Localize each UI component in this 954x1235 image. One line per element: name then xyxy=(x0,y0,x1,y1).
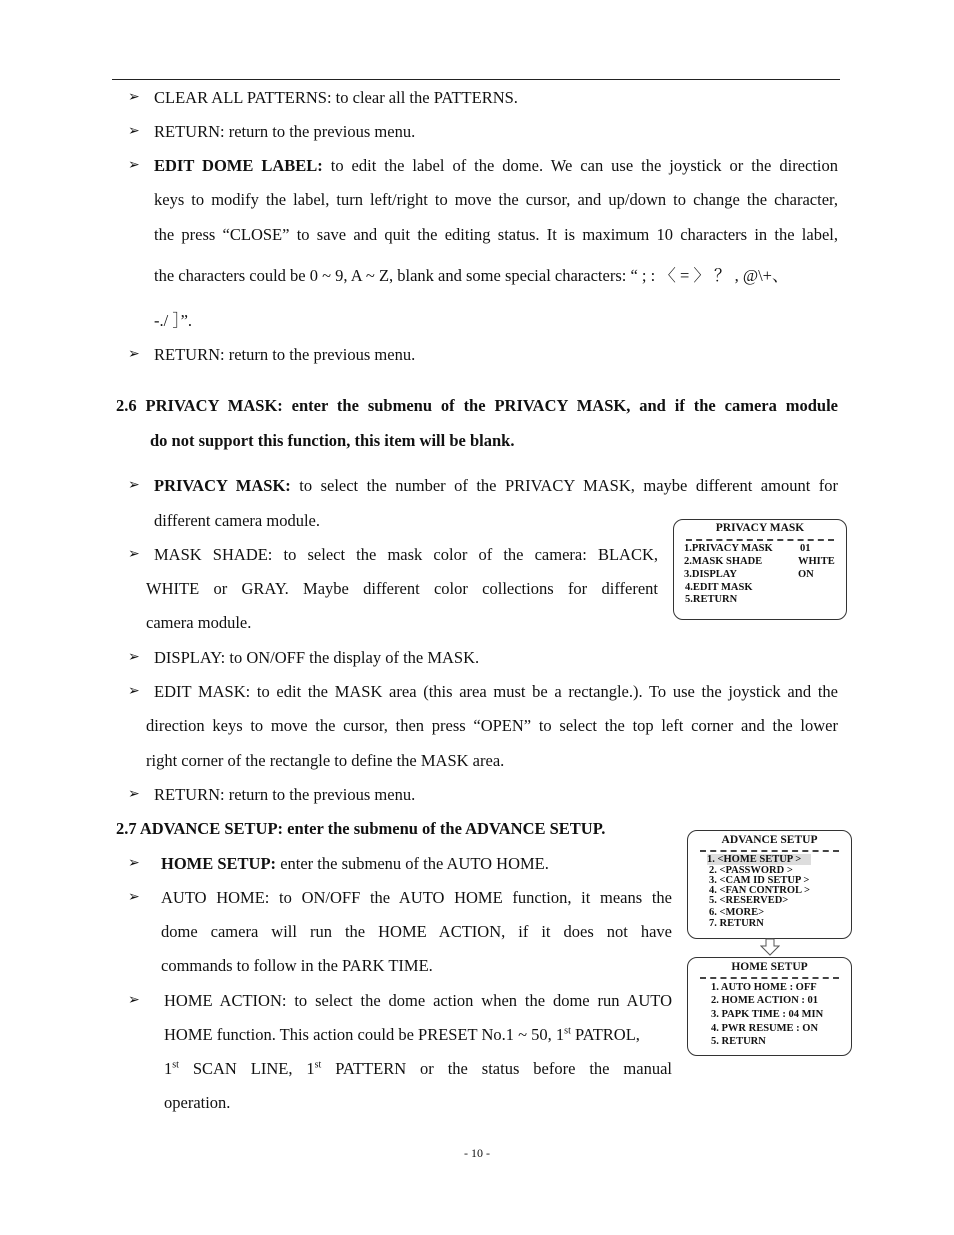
home-action-line-2 xyxy=(164,1025,640,1045)
mask-shade-line-1: MASK SHADE: to select the mask color of the camera: BLACK, xyxy=(154,545,658,564)
menu-item: 6. <MORE> xyxy=(709,907,765,918)
menu-value: WHITE xyxy=(798,556,835,567)
edit-dome-label-text: to edit the label of the dome. We can use the joystick or the direction xyxy=(322,156,838,175)
superscript: st xyxy=(314,1059,322,1071)
bullet-return: RETURN: return to the previous menu. xyxy=(154,122,416,141)
home-action-text: 1 xyxy=(164,1059,173,1078)
home-action-line-3 xyxy=(164,1059,672,1079)
bullet-arrow-icon: ➢ xyxy=(128,650,140,665)
menu-item: 7. RETURN xyxy=(709,918,764,929)
home-action-line-4: operation. xyxy=(164,1093,231,1112)
bullet-return: RETURN: return to the previous menu. xyxy=(154,345,416,364)
edit-dome-label-line-5: -./ ］”. xyxy=(154,311,193,330)
section-2-7-heading: 2.7 ADVANCE SETUP: enter the submenu of the ADVANCE SETUP. xyxy=(116,819,606,838)
edit-mask-line-1: EDIT MASK: to edit the MASK area (this area must be a rectangle.). To use the joystick and the xyxy=(154,682,838,701)
edit-mask-line-3: right corner of the rectangle to define the MASK area. xyxy=(146,751,505,770)
edit-dome-label-term: EDIT DOME LABEL: xyxy=(154,156,323,175)
edit-mask-line-2: direction keys to move the cursor, then press “OPEN” to select the top left corner and the lower xyxy=(146,716,838,735)
home-action-line-1: HOME ACTION: to select the dome action when the dome run AUTO xyxy=(164,991,672,1010)
privacy-mask-line-1 xyxy=(154,476,838,496)
home-action-text: SCAN LINE, 1 xyxy=(178,1059,315,1078)
header-rule xyxy=(112,79,840,80)
home-setup-term: HOME SETUP: xyxy=(161,854,277,873)
menu-value: 01 xyxy=(800,543,811,554)
menu-title: ADVANCE SETUP xyxy=(721,834,818,846)
mask-shade-line-3: camera module. xyxy=(146,613,252,632)
bullet-arrow-icon: ➢ xyxy=(128,347,140,362)
section-2-6-heading: 2.6 PRIVACY MASK: enter the submenu of the PRIVACY MASK, and if the camera module xyxy=(116,396,838,415)
home-action-text: PATTERN or the status before the manual xyxy=(321,1059,672,1078)
edit-dome-label-line-4: the characters could be 0 ~ 9, A ~ Z, blank and some special characters: “ ; : 〈 = 〉 ？ , @\+、 xyxy=(154,266,789,285)
menu-item: 4.EDIT MASK xyxy=(685,582,753,593)
home-setup-line xyxy=(161,854,549,874)
bullet-arrow-icon: ➢ xyxy=(128,890,140,905)
section-2-6-heading-cont: do not support this function, this item will be blank. xyxy=(150,431,515,450)
bullet-arrow-icon: ➢ xyxy=(128,478,140,493)
edit-dome-label-line-1 xyxy=(154,156,838,176)
bullet-arrow-icon: ➢ xyxy=(128,993,140,1008)
edit-dome-label-line-2: keys to modify the label, turn left/right to move the cursor, and up/down to change the character, xyxy=(154,190,838,209)
menu-item: 2.MASK SHADE xyxy=(684,556,763,567)
superscript: st xyxy=(172,1059,179,1071)
menu-item: 5. RETURN xyxy=(711,1036,766,1047)
superscript: st xyxy=(564,1025,571,1037)
menu-title: HOME SETUP xyxy=(731,961,808,973)
advance-setup-menu xyxy=(687,830,852,939)
menu-item-selected: 1. <HOME SETUP > xyxy=(707,854,811,865)
menu-item: 3.DISPLAY xyxy=(684,569,738,580)
menu-value: ON xyxy=(798,569,814,580)
menu-title: PRIVACY MASK xyxy=(715,522,805,534)
privacy-mask-text: to select the number of the PRIVACY MASK, maybe different amount for xyxy=(290,476,838,495)
menu-item: 5.RETURN xyxy=(685,594,738,605)
menu-item: 4. PWR RESUME : ON xyxy=(711,1023,819,1034)
menu-item: 5. <RESERVED> xyxy=(709,895,789,906)
menu-item: 2. HOME ACTION : 01 xyxy=(711,995,819,1006)
page-number: - 10 - xyxy=(464,1146,490,1160)
menu-divider xyxy=(700,850,839,852)
privacy-mask-menu xyxy=(673,519,847,620)
menu-item: 3. PAPK TIME : 04 MIN xyxy=(711,1009,824,1020)
home-setup-text: enter the submenu of the AUTO HOME. xyxy=(276,854,549,873)
auto-home-line-2: dome camera will run the HOME ACTION, if it does not have xyxy=(161,922,672,941)
menu-divider xyxy=(686,539,834,541)
bullet-arrow-icon: ➢ xyxy=(128,787,140,802)
menu-divider xyxy=(700,977,839,979)
down-arrow-icon xyxy=(760,938,780,956)
bullet-arrow-icon: ➢ xyxy=(128,684,140,699)
home-action-text: PATROL, xyxy=(570,1025,640,1044)
bullet-arrow-icon: ➢ xyxy=(128,158,140,173)
bullet-arrow-icon: ➢ xyxy=(128,856,140,871)
auto-home-line-3: commands to follow in the PARK TIME. xyxy=(161,956,433,975)
display-line: DISPLAY: to ON/OFF the display of the MASK. xyxy=(154,648,480,667)
privacy-mask-line-2: different camera module. xyxy=(154,511,320,530)
menu-item: 1. AUTO HOME : OFF xyxy=(711,982,817,993)
bullet-arrow-icon: ➢ xyxy=(128,124,140,139)
menu-item: 1.PRIVACY MASK xyxy=(684,543,773,554)
bullet-return: RETURN: return to the previous menu. xyxy=(154,785,416,804)
bullet-arrow-icon: ➢ xyxy=(128,90,140,105)
menu-item: 4. <FAN CONTROL > xyxy=(709,885,811,896)
home-setup-menu xyxy=(687,957,852,1056)
menu-item: 3. <CAM ID SETUP > xyxy=(709,875,810,886)
bullet-clear-patterns: CLEAR ALL PATTERNS: to clear all the PATTERNS. xyxy=(154,88,518,107)
privacy-mask-term: PRIVACY MASK: xyxy=(154,476,291,495)
menu-item: 2. <PASSWORD > xyxy=(709,865,793,876)
mask-shade-line-2: WHITE or GRAY. Maybe different color collections for different xyxy=(146,579,658,598)
bullet-arrow-icon: ➢ xyxy=(128,547,140,562)
edit-dome-label-line-3: the press “CLOSE” to save and quit the editing status. It is maximum 10 characters in the label, xyxy=(154,225,838,244)
home-action-text: HOME function. This action could be PRESET No.1 ~ 50, 1 xyxy=(164,1025,565,1044)
auto-home-line-1: AUTO HOME: to ON/OFF the AUTO HOME function, it means the xyxy=(161,888,672,907)
